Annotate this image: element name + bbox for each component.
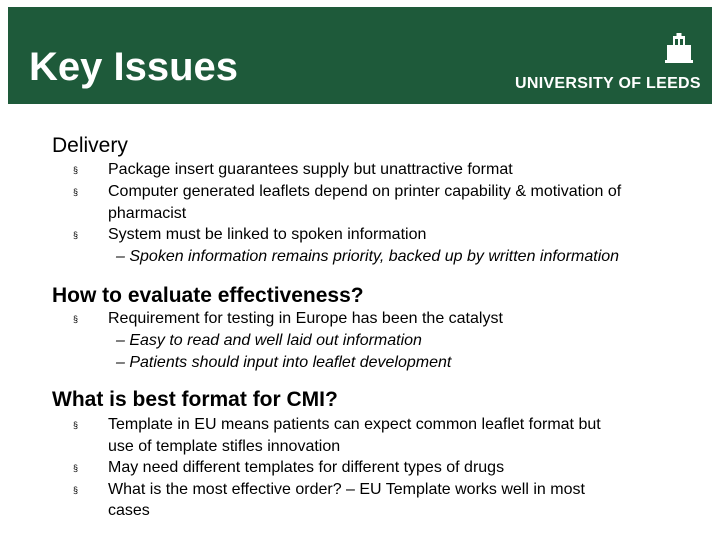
bullet-marker: §: [73, 485, 79, 495]
bullet-text-continuation: cases: [108, 502, 150, 519]
university-name: UNIVERSITY OF LEEDS: [515, 75, 701, 92]
bullet-marker: §: [73, 463, 79, 473]
subpoint-text: – Patients should input into leaflet development: [116, 354, 452, 371]
bullet-marker: §: [73, 230, 79, 240]
section-heading-delivery: Delivery: [52, 134, 128, 157]
section-heading-effectiveness: How to evaluate effectiveness?: [52, 284, 364, 307]
bullet-marker: §: [73, 165, 79, 175]
bullet-text: System must be linked to spoken information: [108, 226, 427, 243]
slide-title: Key Issues: [29, 45, 239, 89]
bullet-text: Computer generated leaflets depend on printer capability & motivation of: [108, 183, 622, 200]
bullet-text-continuation: use of template stifles innovation: [108, 438, 341, 455]
bullet-text-continuation: pharmacist: [108, 205, 187, 222]
bullet-text: Template in EU means patients can expect common leaflet format but: [108, 416, 601, 433]
bullet-marker: §: [73, 314, 79, 324]
subpoint-text: – Easy to read and well laid out information: [116, 332, 422, 349]
bullet-text: What is the most effective order? – EU Template works well in most: [108, 481, 585, 498]
bullet-text: May need different templates for different types of drugs: [108, 459, 505, 476]
section-heading-cmi-format: What is best format for CMI?: [52, 388, 338, 411]
bullet-marker: §: [73, 187, 79, 197]
bullet-marker: §: [73, 420, 79, 430]
subpoint-text: – Spoken information remains priority, backed up by written information: [116, 248, 620, 265]
bullet-text: Requirement for testing in Europe has been the catalyst: [108, 310, 503, 327]
bullet-text: Package insert guarantees supply but unattractive format: [108, 161, 513, 178]
